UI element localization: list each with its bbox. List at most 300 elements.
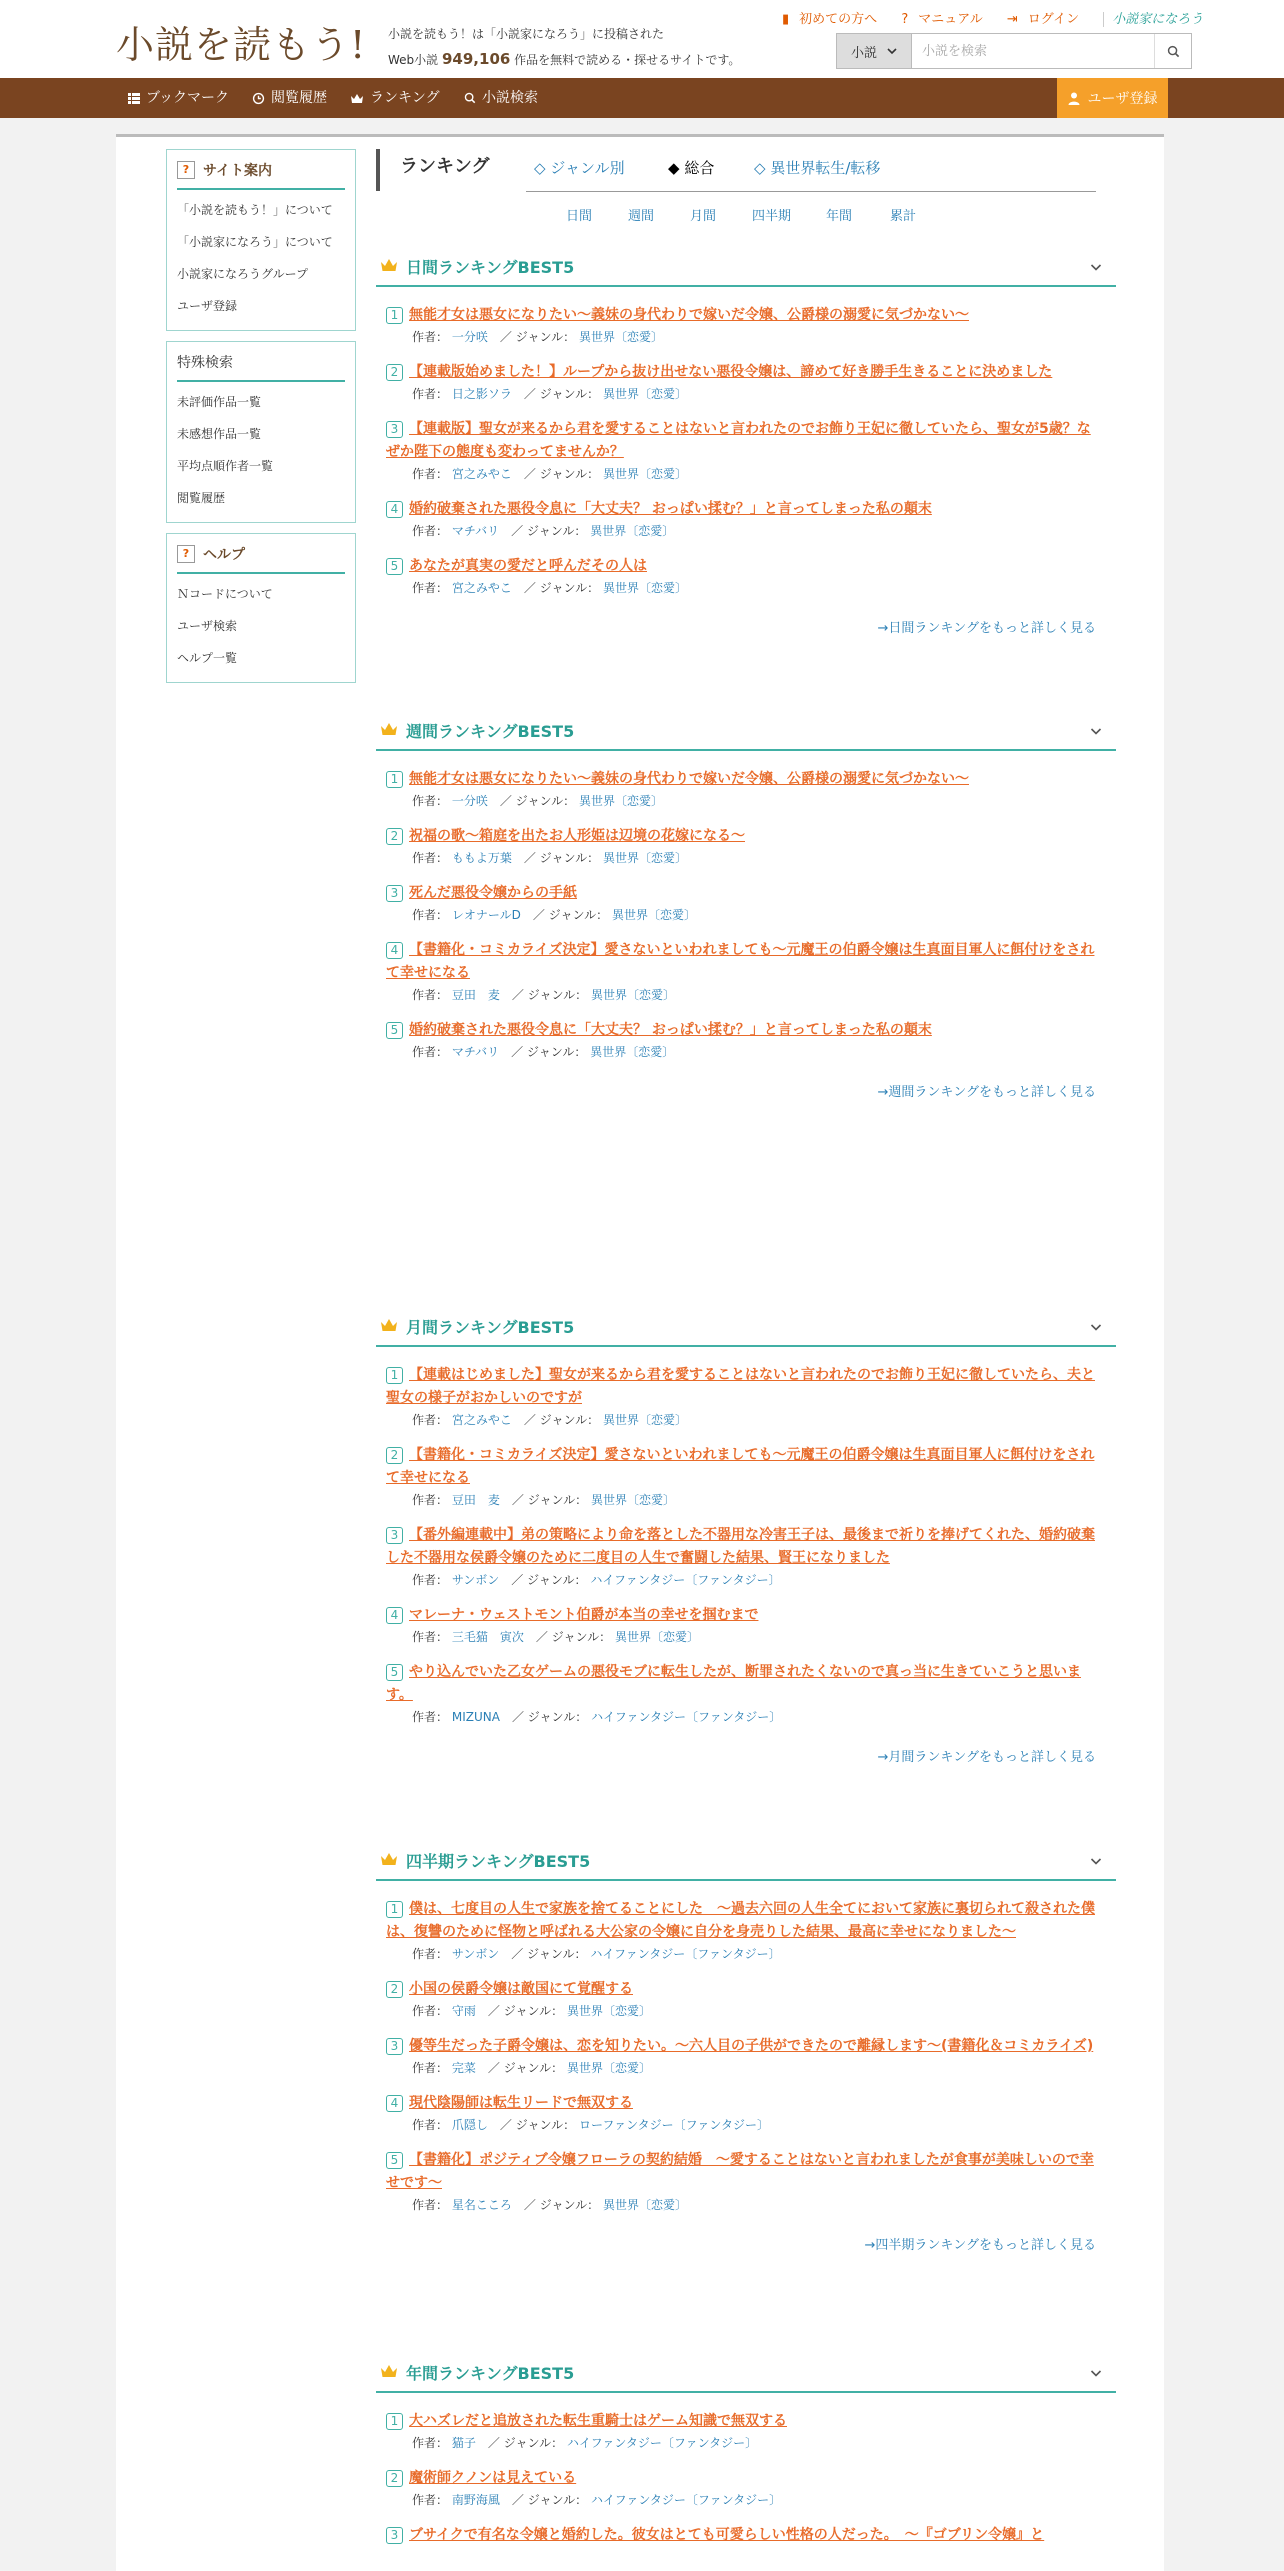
sidebar-guide-title-text: サイト案内	[203, 163, 273, 179]
section-title: 月間ランキングBEST5	[406, 1317, 575, 1337]
nav-bookmark-label: ブックマーク	[146, 90, 230, 106]
novel-title-link[interactable]	[386, 304, 1104, 327]
novel-title: 大ハズレだと追放された転生重騎士はゲーム知識で無双する	[409, 2413, 787, 2429]
novel-title-link[interactable]	[386, 1444, 1104, 1490]
tagline-prefix: Web小説	[388, 53, 439, 67]
sidebar-item-unrated[interactable]: 未評価作品一覧	[177, 395, 262, 409]
ranking-entry	[376, 1437, 1116, 1517]
author-link[interactable]: 星名こころ	[451, 2198, 512, 2212]
genre-link[interactable]: ローファンタジー〔ファンタジー〕	[578, 2118, 769, 2132]
work-count: 949,106	[442, 50, 511, 68]
genre-link[interactable]: 異世界〔恋愛〕	[602, 1413, 687, 1427]
period-daily[interactable]: 日間	[566, 209, 593, 224]
author-label: 作者：	[412, 851, 449, 865]
novel-title-link[interactable]	[386, 1524, 1104, 1570]
genre-label: ジャンル：	[539, 1413, 600, 1427]
sidebar-item-group[interactable]: 小説家になろうグループ	[177, 267, 309, 281]
novel-title: マレーナ・ウェストモント伯爵が本当の幸せを掴むまで	[409, 1607, 759, 1623]
author-link[interactable]: サンボン	[451, 1573, 500, 1587]
author-link[interactable]: ももよ万葉	[451, 851, 512, 865]
novel-meta: 作者： 三毛猫 寅次 ／ ジャンル： 異世界〔恋愛〕	[412, 1630, 699, 1644]
ranking-entry	[376, 932, 1116, 1012]
author-label: 作者：	[412, 2436, 449, 2450]
rank-badge: 1	[386, 771, 403, 788]
rank-badge: 2	[386, 2470, 403, 2487]
ranking-entry	[376, 1654, 1116, 1734]
main-nav	[0, 78, 1284, 118]
author-label: 作者：	[412, 581, 449, 595]
genre-link[interactable]: 異世界〔恋愛〕	[578, 330, 663, 344]
see-more-link[interactable]: →日間ランキングをもっと詳しく見る	[877, 621, 1096, 636]
ranking-section-quarterly	[376, 1841, 1116, 2253]
rank-badge: 2	[386, 1981, 403, 1998]
genre-label: ジャンル：	[503, 2061, 564, 2075]
genre-label: ジャンル：	[527, 1493, 588, 1507]
section-title: 日間ランキングBEST5	[406, 257, 575, 277]
genre-link[interactable]: 異世界〔恋愛〕	[614, 1630, 699, 1644]
ranking-heading: ランキング	[376, 149, 489, 191]
genre-link[interactable]: 異世界〔恋愛〕	[566, 2061, 651, 2075]
genre-label: ジャンル：	[551, 1630, 612, 1644]
author-link[interactable]: 猫子	[451, 2436, 476, 2450]
genre-label: ジャンル：	[515, 794, 576, 808]
tab-isekai-label: 異世界転生/転移	[770, 159, 881, 177]
nav-ranking-label: ランキング	[370, 90, 440, 106]
genre-link[interactable]: 異世界〔恋愛〕	[611, 908, 696, 922]
genre-link[interactable]: ハイファンタジー〔ファンタジー〕	[590, 1947, 781, 1961]
author-link[interactable]: MIZUNA	[451, 1710, 500, 1724]
more-link-row	[376, 1081, 1116, 1100]
period-total[interactable]: 累計	[890, 209, 917, 224]
genre-link[interactable]: 異世界〔恋愛〕	[602, 581, 687, 595]
author-label: 作者：	[412, 1045, 449, 1059]
genre-label: ジャンル：	[515, 330, 576, 344]
novel-meta: 作者： MIZUNA ／ ジャンル： ハイファンタジー〔ファンタジー〕	[412, 1710, 782, 1724]
ranking-list	[376, 1347, 1116, 1734]
novel-title: 【書籍化・コミカライズ決定】愛さないといわれましても～元魔王の伯爵令嬢は生真面目軍人に餌付けをされて幸せになる	[386, 1447, 1095, 1486]
author-link[interactable]: 宮之みやこ	[451, 581, 512, 595]
see-more-link[interactable]: →月間ランキングをもっと詳しく見る	[877, 1750, 1096, 1765]
sidebar-item-about-yomou[interactable]: 「小説を読もう！」について	[177, 203, 333, 217]
author-label: 作者：	[412, 2493, 449, 2507]
top-link-beginner-label: 初めての方へ	[799, 12, 878, 27]
crown-icon	[350, 93, 364, 104]
novel-title: あなたが真実の愛だと呼んだその人は	[409, 558, 647, 574]
novel-title: 【番外編連載中】弟の策略により命を落とした不器用な冷害王子は、最後まで祈りを捧げてくれた、婚約破棄した不器用な侯爵令嬢のために二度目の人生で奮闘した結果、賢王になりました	[386, 1527, 1095, 1566]
ranking-section-monthly	[376, 1307, 1116, 1765]
novel-title: 僕は、七度目の人生で家族を捨てることにした ～過去六回の人生全てにおいて家族に裏切られて殺された僕は、復讐のために怪物と呼ばれる大公家の令嬢に自分を身売りした結果、最高に幸せになりました～	[386, 1901, 1095, 1940]
novel-meta: 作者： 守雨 ／ ジャンル： 異世界〔恋愛〕	[412, 2004, 651, 2018]
novel-title: 【連載版】聖女が来るから君を愛することはないと言われたのでお飾り王妃に徹していたら、聖女が5歳？なぜか陛下の態度も変わってませんか？	[386, 421, 1091, 460]
crown-icon	[380, 721, 398, 740]
author-label: 作者：	[412, 2198, 449, 2212]
author-link[interactable]: 一分咲	[451, 330, 488, 344]
novel-meta: 作者： 日之影ソラ ／ ジャンル： 異世界〔恋愛〕	[412, 387, 687, 401]
novel-meta: 作者： 豆田 麦 ／ ジャンル： 異世界〔恋愛〕	[412, 988, 675, 1002]
novel-meta: 作者： 宮之みやこ ／ ジャンル： 異世界〔恋愛〕	[412, 1413, 687, 1427]
chevron-down-icon	[887, 47, 897, 55]
novel-title-link[interactable]	[386, 1898, 1104, 1944]
section-header[interactable]	[376, 247, 1116, 287]
search-input[interactable]	[912, 34, 1154, 68]
section-header[interactable]	[376, 1841, 1116, 1881]
genre-link[interactable]: 異世界〔恋愛〕	[590, 524, 675, 538]
novel-title-link[interactable]	[386, 555, 1104, 578]
novel-title-link[interactable]	[386, 1661, 1104, 1707]
ranking-section-yearly	[376, 2353, 1116, 2554]
help-icon: ?	[901, 12, 909, 27]
genre-label: ジャンル：	[539, 851, 600, 865]
chevron-down-icon[interactable]	[1090, 257, 1102, 276]
novel-title-link[interactable]	[386, 2035, 1104, 2058]
novel-title-link[interactable]	[386, 2149, 1104, 2195]
ranking-entry	[376, 1891, 1116, 1971]
author-label: 作者：	[412, 1413, 449, 1427]
book-icon: ▮	[782, 12, 790, 27]
novel-title: 現代陰陽師は転生リードで無双する	[409, 2095, 633, 2111]
author-link[interactable]: 完菜	[451, 2061, 476, 2075]
ranking-entry	[376, 2142, 1116, 2222]
novel-title: ブサイクで有名な令嬢と婚約した。彼女はとても可愛らしい性格の人だった。 ～『ゴブリン令嬢』と	[409, 2527, 1045, 2543]
ranking-entry	[376, 818, 1116, 875]
novel-meta: 作者： 完菜 ／ ジャンル： 異世界〔恋愛〕	[412, 2061, 651, 2075]
author-label: 作者：	[412, 1710, 449, 1724]
novel-title: 優等生だった子爵令嬢は、恋を知りたい。～六人目の子供ができたので離縁します～(書籍化＆コミカライズ)	[409, 2038, 1094, 2054]
ranking-entry	[376, 2517, 1116, 2554]
author-link[interactable]: マチバリ	[451, 524, 500, 538]
novel-meta: 作者： マチバリ ／ ジャンル： 異世界〔恋愛〕	[412, 524, 675, 538]
novel-title: 【連載はじめました】聖女が来るから君を愛することはないと言われたのでお飾り王妃に徹していたら、夫と聖女の様子がおかしいのですが	[386, 1367, 1095, 1406]
section-header[interactable]	[376, 711, 1116, 751]
novel-meta: 作者： 一分咲 ／ ジャンル： 異世界〔恋愛〕	[412, 330, 663, 344]
novel-meta: 作者： 星名こころ ／ ジャンル： 異世界〔恋愛〕	[412, 2198, 687, 2212]
search-type-select[interactable]	[837, 34, 912, 68]
rank-badge: 2	[386, 1447, 403, 1464]
nav-history-label: 閲覧履歴	[271, 90, 327, 106]
novel-title: 【書籍化・コミカライズ決定】愛さないといわれましても～元魔王の伯爵令嬢は生真面目軍人に餌付けをされて幸せになる	[386, 942, 1095, 981]
author-label: 作者：	[412, 1573, 449, 1587]
novel-meta: 作者： ももよ万葉 ／ ジャンル： 異世界〔恋愛〕	[412, 851, 687, 865]
diamond-outline-icon: ◇	[754, 159, 771, 177]
genre-link[interactable]: ハイファンタジー〔ファンタジー〕	[566, 2436, 758, 2450]
genre-link[interactable]: ハイファンタジー〔ファンタジー〕	[591, 1710, 782, 1724]
genre-label: ジャンル：	[503, 2436, 564, 2450]
novel-title-link[interactable]	[386, 2410, 1104, 2433]
search-button[interactable]	[1154, 34, 1191, 68]
genre-label: ジャンル：	[539, 2198, 600, 2212]
tab-overall[interactable]	[668, 157, 714, 178]
novel-title-link[interactable]	[386, 882, 1104, 905]
genre-link[interactable]: 異世界〔恋愛〕	[578, 794, 663, 808]
rank-badge: 3	[386, 885, 403, 902]
ranking-entry	[376, 1597, 1116, 1654]
ranking-section-daily	[376, 247, 1116, 636]
site-header	[0, 0, 1284, 78]
novel-title: 死んだ悪役令嬢からの手紙	[409, 885, 577, 901]
top-link-login[interactable]	[1007, 12, 1089, 27]
nav-bookmark[interactable]	[128, 78, 229, 118]
top-link-manual[interactable]	[901, 12, 992, 27]
genre-label: ジャンル：	[526, 1045, 587, 1059]
genre-label: ジャンル：	[539, 581, 600, 595]
novel-title: 【書籍化】ポジティブ令嬢フローラの契約結婚 ～愛することはないと言われましたが食事が美味しいので幸せです～	[386, 2152, 1094, 2191]
novel-meta: 作者： 宮之みやこ ／ ジャンル： 異世界〔恋愛〕	[412, 467, 687, 481]
rank-badge: 4	[386, 942, 403, 959]
genre-link[interactable]: 異世界〔恋愛〕	[602, 387, 687, 401]
see-more-link[interactable]: →四半期ランキングをもっと詳しく見る	[864, 2238, 1096, 2253]
section-header[interactable]	[376, 2353, 1116, 2393]
sidebar-item-register[interactable]: ユーザ登録	[177, 299, 238, 313]
site-tagline	[388, 22, 740, 73]
genre-label: ジャンル：	[527, 1573, 587, 1587]
author-label: 作者：	[412, 330, 449, 344]
nav-history[interactable]	[252, 78, 327, 118]
ranking-entry	[376, 761, 1116, 818]
author-link[interactable]: 爪隠し	[451, 2118, 488, 2132]
tagline-suffix: 作品を無料で読める・探せるサイトです。	[514, 53, 741, 67]
novel-meta: 作者： サンボン ／ ジャンル： ハイファンタジー〔ファンタジー〕	[412, 1947, 781, 1961]
author-link[interactable]: 一分咲	[451, 794, 488, 808]
novel-meta: 作者： 猫子 ／ ジャンル： ハイファンタジー〔ファンタジー〕	[412, 2436, 758, 2450]
ranking-entry	[376, 1971, 1116, 2028]
rank-badge: 5	[386, 558, 403, 575]
rank-badge: 3	[386, 2038, 403, 2055]
ranking-list	[376, 1881, 1116, 2222]
search-type-value: 小説	[850, 45, 877, 61]
period-yearly[interactable]: 年間	[826, 209, 853, 224]
section-title: 四半期ランキングBEST5	[406, 1851, 591, 1871]
genre-label: ジャンル：	[515, 2118, 576, 2132]
search-bar	[836, 33, 1192, 69]
author-label: 作者：	[412, 1630, 449, 1644]
novel-meta: 作者： レオナールD ／ ジャンル： 異世界〔恋愛〕	[412, 908, 696, 922]
genre-label: ジャンル：	[527, 1710, 588, 1724]
ranking-section-weekly	[376, 711, 1116, 1100]
section-title: 週間ランキングBEST5	[406, 721, 575, 741]
novel-meta: 作者： 爪隠し ／ ジャンル： ローファンタジー〔ファンタジー〕	[412, 2118, 769, 2132]
author-label: 作者：	[412, 2118, 449, 2132]
novel-title: 【連載版始めました！】ループから抜け出せない悪役令嬢は、諦めて好き勝手生きることに決めました	[409, 364, 1053, 380]
novel-title-link[interactable]	[386, 361, 1104, 384]
rank-badge: 5	[386, 1022, 403, 1039]
nav-ranking[interactable]	[350, 78, 440, 118]
user-register-button[interactable]	[1057, 78, 1168, 118]
history-icon	[252, 92, 265, 105]
author-label: 作者：	[412, 2061, 449, 2075]
author-link[interactable]: 南野海風	[451, 2493, 500, 2507]
novel-meta: 作者： マチバリ ／ ジャンル： 異世界〔恋愛〕	[412, 1045, 675, 1059]
sidebar-item-no-review[interactable]: 未感想作品一覧	[177, 427, 262, 441]
section-title: 年間ランキングBEST5	[406, 2363, 575, 2383]
author-link[interactable]: レオナールD	[451, 908, 521, 922]
genre-link[interactable]: 異世界〔恋愛〕	[590, 1493, 675, 1507]
genre-link[interactable]: 異世界〔恋愛〕	[602, 851, 687, 865]
sidebar-item-help-list[interactable]: ヘルプ一覧	[177, 651, 238, 665]
nav-search[interactable]	[464, 78, 538, 118]
search-icon	[1167, 45, 1180, 58]
sidebar-help-title-text: ヘルプ	[203, 547, 245, 563]
genre-label: ジャンル：	[526, 524, 587, 538]
question-icon: ?	[177, 545, 195, 563]
crown-icon	[380, 1851, 398, 1870]
user-register-label: ユーザ登録	[1087, 91, 1158, 107]
author-link[interactable]: 宮之みやこ	[451, 1413, 512, 1427]
genre-label: ジャンル：	[548, 908, 609, 922]
login-icon: ⇥	[1006, 12, 1018, 27]
rank-badge: 4	[386, 2095, 403, 2112]
ranking-entry	[376, 491, 1116, 548]
ranking-tabs	[376, 149, 1116, 191]
author-label: 作者：	[412, 1493, 449, 1507]
author-link[interactable]: マチバリ	[451, 1045, 500, 1059]
chevron-down-icon[interactable]	[1090, 2363, 1102, 2382]
search-icon	[464, 92, 476, 104]
chevron-down-icon[interactable]	[1090, 1317, 1102, 1336]
rank-badge: 2	[386, 828, 403, 845]
nav-search-label: 小説検索	[482, 90, 538, 106]
ranking-entry	[376, 2403, 1116, 2460]
rank-badge: 1	[386, 1901, 403, 1918]
novel-title-link[interactable]	[386, 1019, 1104, 1042]
period-monthly[interactable]: 月間	[690, 209, 717, 224]
more-link-row	[376, 617, 1116, 636]
more-link-row	[376, 1746, 1116, 1765]
ranking-entry	[376, 1012, 1116, 1069]
novel-title-link[interactable]	[386, 418, 1104, 464]
novel-meta: 作者： サンボン ／ ジャンル： ハイファンタジー〔ファンタジー〕	[412, 1573, 781, 1587]
chevron-down-icon[interactable]	[1090, 1851, 1102, 1870]
tab-genre[interactable]	[534, 157, 625, 178]
genre-link[interactable]: 異世界〔恋愛〕	[602, 2198, 687, 2212]
author-label: 作者：	[412, 988, 449, 1002]
author-label: 作者：	[412, 387, 449, 401]
top-link-beginner[interactable]	[782, 12, 887, 27]
sidebar-item-ncode[interactable]: Ｎコードについて	[177, 587, 273, 601]
tab-isekai[interactable]	[754, 157, 880, 178]
ranking-list	[376, 2393, 1116, 2554]
user-icon	[1068, 92, 1080, 105]
sidebar-item-history[interactable]: 閲覧履歴	[177, 491, 226, 505]
genre-link[interactable]: ハイファンタジー〔ファンタジー〕	[590, 1573, 781, 1587]
crown-icon	[380, 1317, 398, 1336]
ranking-main	[376, 149, 1116, 2543]
rank-badge: 5	[386, 2152, 403, 2169]
novel-title-link[interactable]	[386, 498, 1104, 521]
rank-badge: 4	[386, 501, 403, 518]
tab-genre-label: ジャンル別	[550, 159, 625, 177]
page-content	[116, 134, 1164, 2571]
sidebar-item-about-narou[interactable]: 「小説家になろう」について	[177, 235, 333, 249]
novel-title-link[interactable]	[386, 1364, 1104, 1410]
ranking-entry	[376, 297, 1116, 354]
sidebar-help	[166, 533, 356, 683]
sidebar-item-avg-authors[interactable]: 平均点順作者一覧	[177, 459, 274, 473]
author-label: 作者：	[412, 794, 449, 808]
ranking-entry	[376, 2085, 1116, 2142]
novel-title: 祝福の歌～箱庭を出たお人形姫は辺境の花嫁になる～	[409, 828, 745, 844]
author-label: 作者：	[412, 908, 449, 922]
ranking-entry	[376, 411, 1116, 491]
author-link[interactable]: 日之影ソラ	[451, 387, 512, 401]
novel-title-link[interactable]	[386, 1604, 1104, 1627]
tab-overall-label: 総合	[684, 159, 715, 177]
rank-badge: 3	[386, 1527, 403, 1544]
genre-link[interactable]: 異世界〔恋愛〕	[566, 2004, 651, 2018]
genre-link[interactable]: 異世界〔恋愛〕	[590, 988, 675, 1002]
more-link-row	[376, 2234, 1116, 2253]
sidebar-item-user-search[interactable]: ユーザ検索	[177, 619, 238, 633]
ranking-entry	[376, 354, 1116, 411]
author-link[interactable]: 豆田 麦	[451, 988, 500, 1002]
sidebar-special-title: 特殊検索	[177, 348, 345, 382]
novel-title-link[interactable]	[386, 939, 1104, 985]
novel-meta: 作者： 南野海風 ／ ジャンル： ハイファンタジー〔ファンタジー〕	[412, 2493, 782, 2507]
chevron-down-icon[interactable]	[1090, 721, 1102, 740]
novel-title-link[interactable]	[386, 2467, 1104, 2490]
crown-icon	[380, 2363, 398, 2382]
sidebar-guide	[166, 149, 356, 331]
diamond-outline-icon: ◇	[534, 159, 551, 177]
period-quarterly[interactable]: 四半期	[752, 209, 792, 224]
genre-link[interactable]: 異世界〔恋愛〕	[590, 1045, 675, 1059]
sidebar-guide-title	[177, 156, 345, 190]
genre-label: ジャンル：	[527, 2493, 588, 2507]
ranking-entry	[376, 875, 1116, 932]
author-link[interactable]: サンボン	[451, 1947, 500, 1961]
novel-meta: 作者： 宮之みやこ ／ ジャンル： 異世界〔恋愛〕	[412, 581, 687, 595]
author-link[interactable]: 豆田 麦	[451, 1493, 500, 1507]
novel-meta: 作者： 豆田 麦 ／ ジャンル： 異世界〔恋愛〕	[412, 1493, 675, 1507]
question-icon: ?	[177, 161, 195, 179]
rank-badge: 2	[386, 364, 403, 381]
novel-title-link[interactable]	[386, 825, 1104, 848]
section-header[interactable]	[376, 1307, 1116, 1347]
novel-title-link[interactable]	[386, 2524, 1104, 2547]
genre-label: ジャンル：	[539, 467, 600, 481]
author-link[interactable]: 宮之みやこ	[451, 467, 512, 481]
ranking-entry	[376, 548, 1116, 605]
ranking-entry	[376, 2460, 1116, 2517]
genre-link[interactable]: 異世界〔恋愛〕	[602, 467, 687, 481]
novel-title-link[interactable]	[386, 2092, 1104, 2115]
tagline-line1: 小説を読もう！は「小説家になろう」に投稿された	[388, 27, 665, 41]
site-logo[interactable]: 小説を読もう!	[116, 23, 367, 67]
genre-label: ジャンル：	[527, 1947, 587, 1961]
author-label: 作者：	[412, 2004, 449, 2018]
diamond-filled-icon: ◆	[668, 159, 685, 177]
ranking-entry	[376, 1357, 1116, 1437]
rank-badge: 3	[386, 421, 403, 438]
novel-title-link[interactable]	[386, 1978, 1104, 2001]
period-weekly[interactable]: 週間	[628, 209, 655, 224]
see-more-link[interactable]: →週間ランキングをもっと詳しく見る	[877, 1085, 1096, 1100]
brand-link-narou[interactable]: 小説家になろう	[1103, 12, 1203, 27]
author-label: 作者：	[412, 1947, 449, 1961]
author-link[interactable]: 三毛猫 寅次	[451, 1630, 524, 1644]
novel-title-link[interactable]	[386, 768, 1104, 791]
author-link[interactable]: 守雨	[451, 2004, 476, 2018]
genre-link[interactable]: ハイファンタジー〔ファンタジー〕	[590, 2493, 782, 2507]
genre-label: ジャンル：	[503, 2004, 564, 2018]
rank-badge: 5	[386, 1664, 403, 1681]
novel-title: 魔術師クノンは見えている	[409, 2470, 577, 2486]
genre-label: ジャンル：	[527, 988, 588, 1002]
top-link-login-label: ログイン	[1027, 12, 1080, 27]
novel-title: 無能才女は悪女になりたい～義妹の身代わりで嫁いだ令嬢、公爵様の溺愛に気づかない～	[409, 771, 969, 787]
top-link-manual-label: マニュアル	[918, 12, 983, 27]
crown-icon	[380, 257, 398, 276]
tagline-line2	[388, 47, 740, 73]
